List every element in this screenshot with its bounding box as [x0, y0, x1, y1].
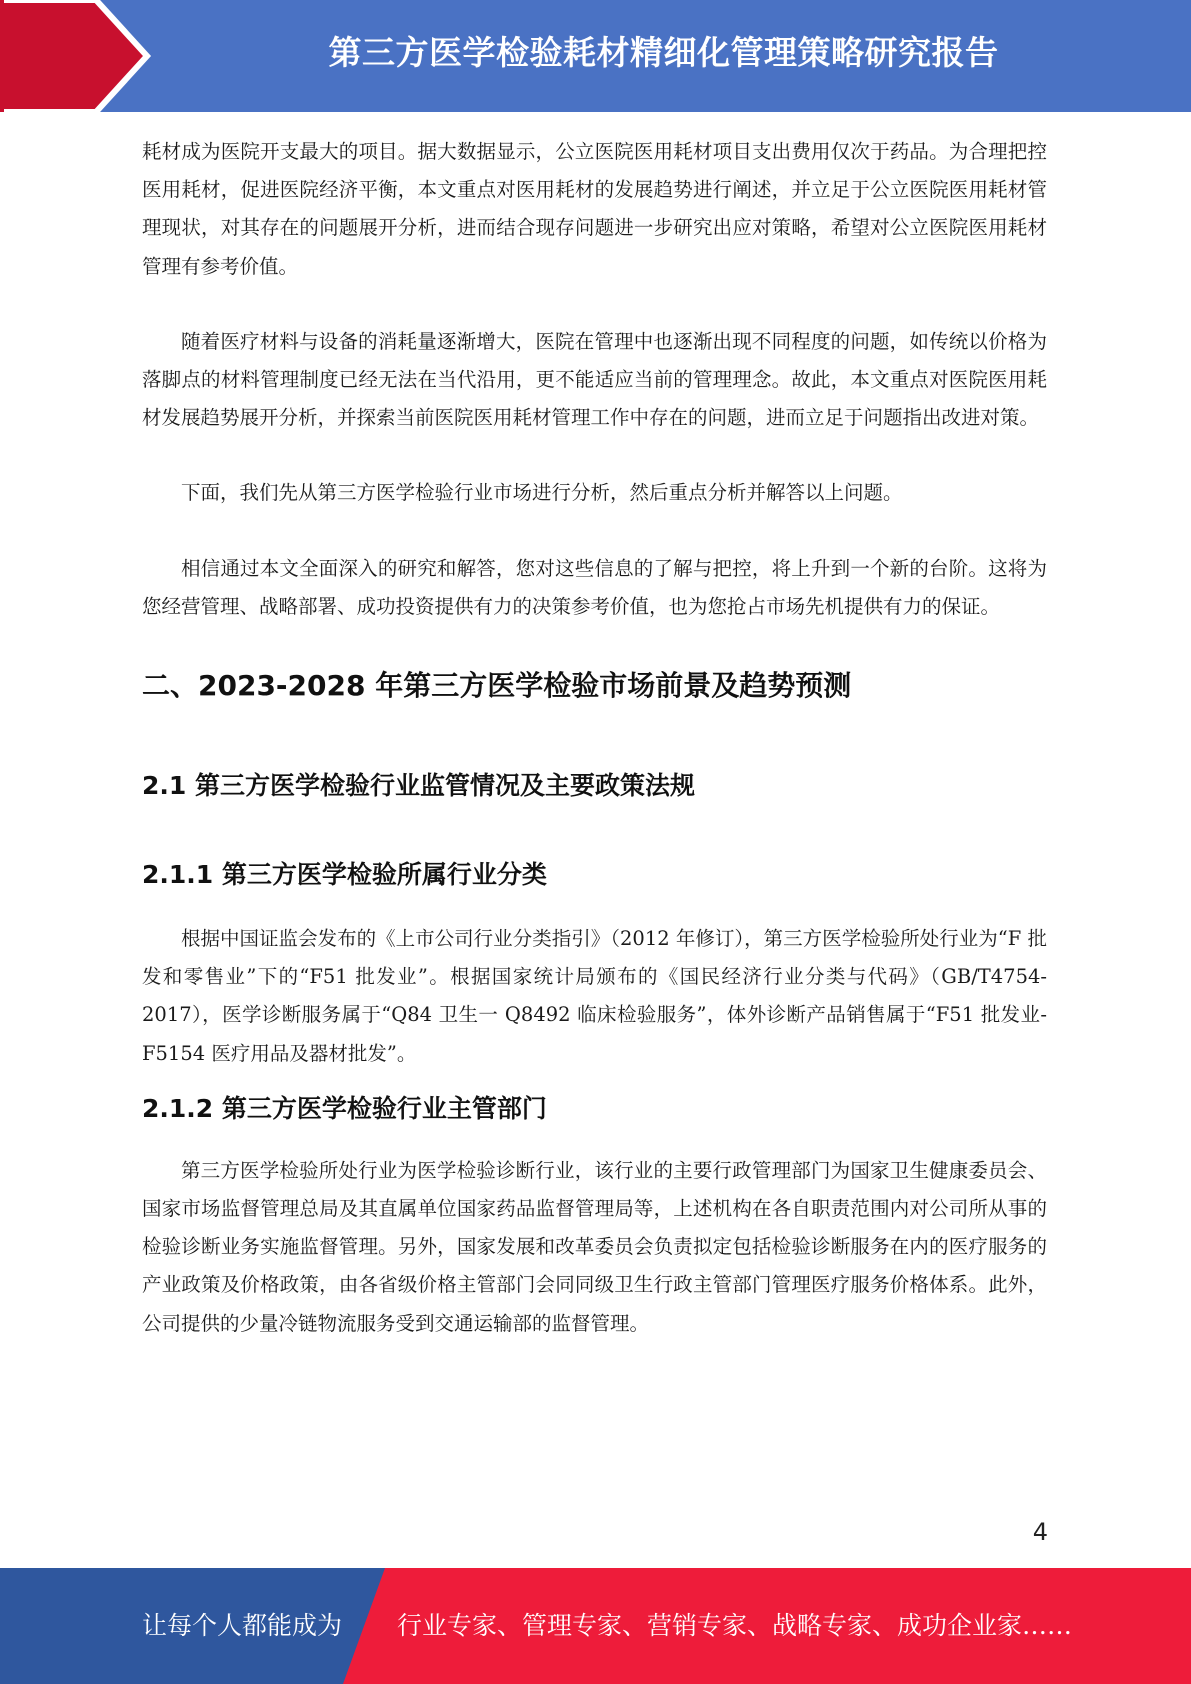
- report-title: 第三方医学检验耗材精细化管理策略研究报告: [328, 33, 999, 72]
- page-header: [0, 0, 1191, 112]
- page-number: 4: [1032, 1518, 1048, 1546]
- intro-paragraph-continued: 耗材成为医院开支最大的项目。据大数据显示，公立医院医用耗材项目支出费用仅次于药品。为合理把控医用耗材，促进医院经济平衡，本文重点对医用耗材的发展趋势进行阐述，并立足于公立医院医用耗材管理现状，对其存在的问题展开分析，进而结合现存问题进一步研究出应对策略，希望对公立医院医用耗材管理有参考价值。: [142, 140, 1047, 278]
- subsection-heading-2-1: 2.1 第三方医学检验行业监管情况及主要政策法规: [142, 771, 695, 801]
- intro-paragraph-3: 下面，我们先从第三方医学检验行业市场进行分析，然后重点分析并解答以上问题。: [181, 481, 903, 505]
- footer-slogan-right: 行业专家、管理专家、营销专家、战略专家、成功企业家……: [397, 1611, 1073, 1640]
- footer-slogan-left: 让每个人都能成为: [142, 1611, 343, 1640]
- intro-paragraph-4: 相信通过本文全面深入的研究和解答，您对这些信息的了解与把控，将上升到一个新的台阶。这将为您经营管理、战略部署、成功投资提供有力的决策参考价值，也为您抢占市场先机提供有力的保证。: [142, 556, 1047, 618]
- subsection-heading-2-1-1: 2.1.1 第三方医学检验所属行业分类: [142, 860, 547, 890]
- subsection-heading-2-1-2: 2.1.2 第三方医学检验行业主管部门: [142, 1093, 547, 1123]
- regulatory-authority-paragraph: 第三方医学检验所处行业为医学检验诊断行业，该行业的主要行政管理部门为国家卫生健康委员会、国家市场监督管理总局及其直属单位国家药品监督管理局等，上述机构在各自职责范围内对公司所从事的检验诊断业务实施监督管理。另外，国家发展和改革委员会负责拟定包括检验诊断服务在内的医疗服务的产业政策及价格政策，由各省级价格主管部门会同同级卫生行政主管部门管理医疗服务价格体系。此外，公司提供的少量冷链物流服务受到交通运输部的监督管理。: [142, 1158, 1047, 1335]
- section-heading-2: 二、2023-2028 年第三方医学检验市场前景及趋势预测: [142, 669, 852, 703]
- intro-paragraph-2: 随着医疗材料与设备的消耗量逐渐增大，医院在管理中也逐渐出现不同程度的问题，如传统以价格为落脚点的材料管理制度已经无法在当代沿用，更不能适应当前的管理理念。故此，本文重点对医院医用耗材发展趋势展开分析，并探索当前医院医用耗材管理工作中存在的问题，进而立足于问题指出改进对策。: [142, 329, 1047, 430]
- industry-classification-paragraph: 根据中国证监会发布的《上市公司行业分类指引》（2012 年修订），第三方医学检验所处行业为“F 批发和零售业”下的“F51 批发业”。根据国家统计局颁布的《国民经济行业分类与代码》（GB/T4754-2017），医学诊断服务属于“Q84 卫生一 Q8492 临床检验服务”，体外诊断产品销售属于“F51 批发业-F5154 医疗用品及器材批发”。: [142, 927, 1047, 1065]
- page-footer: [0, 1568, 1191, 1684]
- main-content: [142, 133, 1047, 1343]
